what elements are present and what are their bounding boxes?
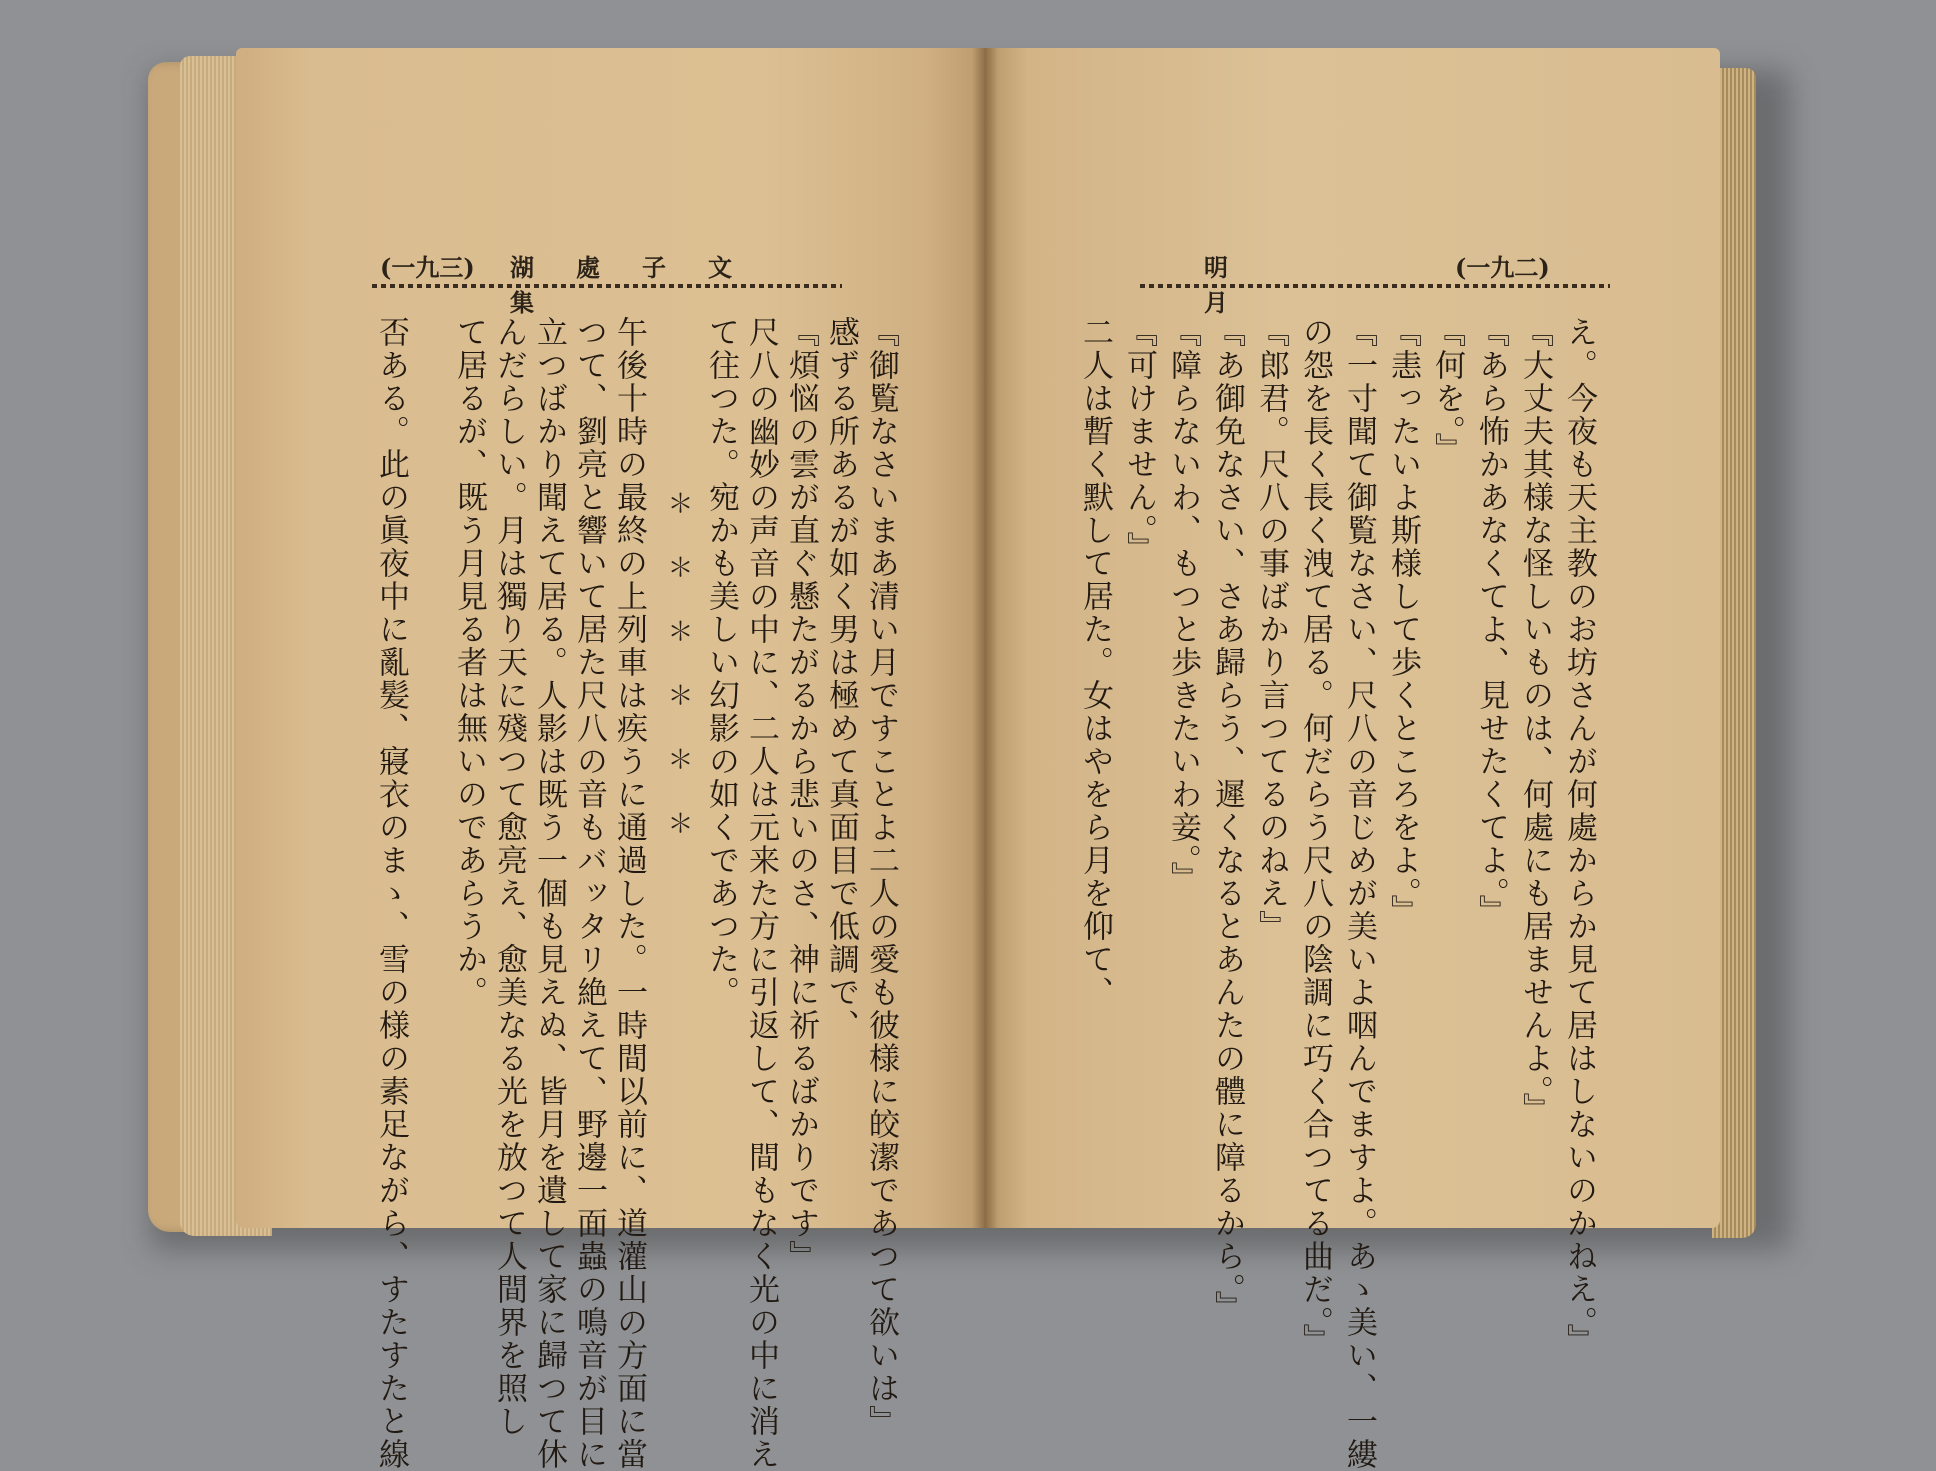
right-header [1150, 248, 1590, 317]
text-column: つて、劉亮と響いて居た尺八の音もバッタリ絶えて、野邊一面蟲の鳴音が目に [571, 316, 607, 1471]
right-header-title: 明月 [1204, 253, 1398, 317]
book-gutter [972, 48, 998, 1228]
text-column: て往つた。宛かも美しい幻影の如くであつた。 [703, 316, 739, 1009]
section-break-stars: ＊ ＊ ＊ ＊ ＊ ＊ [663, 490, 693, 842]
right-page-number: (一九二) [1455, 253, 1550, 282]
left-header-rule [372, 284, 842, 288]
text-column: 午後十時の最終の上列車は疾うに通過した。一時間以前に、道灌山の方面に當 [611, 316, 647, 1471]
text-column: 感ずる所あるが如く男は極めて真面目で低調で、 [823, 316, 859, 1042]
text-column: 否ある。此の眞夜中に亂髪、寢衣のまゝ、雪の様の素足ながら、すたすたと線 [373, 316, 409, 1471]
text-column: 二人は暫く默して居た。女はやをら月を仰て、 [1077, 316, 1113, 1009]
text-column: んだらしい。月は獨り天に殘つて愈亮え、愈美なる光を放つて人間界を照し [491, 316, 527, 1438]
text-column: 『郎君。尺八の事ばかり言つてるのねえ』 [1253, 316, 1289, 943]
left-page-number: (一九三) [380, 253, 475, 282]
text-column: 『恚ったいよ斯様して歩くところをよ。』 [1385, 316, 1421, 928]
text-column: 『障らないわ、もつと歩きたいわ妾。』 [1165, 316, 1201, 895]
text-column: て居るが、既う月見る者は無いのであらうか。 [451, 316, 487, 1009]
text-column: 『可けません。』 [1121, 316, 1157, 565]
left-header-title: 湖處子文集 [510, 253, 774, 317]
left-header [380, 248, 820, 317]
text-column: の怨を長く長く洩て居る。何だらう尺八の陰調に巧く合つてる曲だ。』 [1297, 316, 1333, 1357]
text-column: え。今夜も天主教のお坊さんが何處からか見て居はしないのかねえ。』 [1561, 316, 1597, 1357]
text-column: 『煩悩の雲が直ぐ懸たがるから悲いのさ、神に祈るばかりです』 [783, 316, 819, 1273]
text-column: 『大丈夫其様な怪しいものは、何處にも居ませんよ。』 [1517, 316, 1553, 1126]
text-column: 『御覧なさいまあ清い月ですことよ二人の愛も彼様に皎潔であつて欲いは』 [863, 316, 899, 1438]
text-column: 尺八の幽妙の声音の中に、二人は元来た方に引返して、間もなく光の中に消え [743, 316, 779, 1471]
text-column: 『一寸聞て御覧なさい、尺八の音じめが美いよ咽んでますよ。あゝ美い、一縷 [1341, 316, 1377, 1471]
right-header-rule [1140, 284, 1610, 288]
text-column: 『何を。』 [1429, 316, 1465, 466]
text-column: 『あら怖かあなくてよ、見せたくてよ。』 [1473, 316, 1509, 928]
text-column: 『あ御免なさい、さあ歸らう、遲くなるとあんたの體に障るから。』 [1209, 316, 1245, 1324]
text-column: 立つばかり聞えて居る。人影は既う一個も見えぬ、皆月を遺して家に歸つて休 [531, 316, 567, 1471]
